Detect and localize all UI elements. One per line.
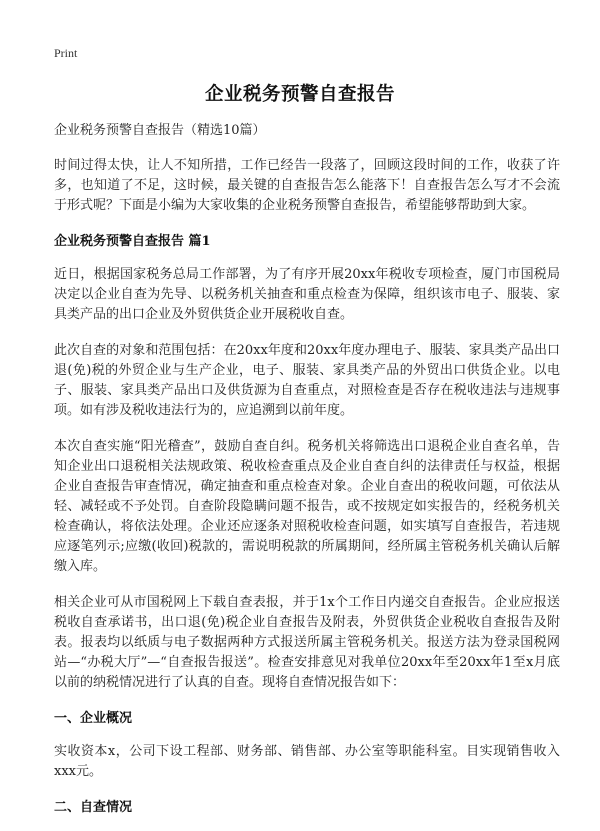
subheading-self-inspection: 二、自查情况 — [54, 800, 133, 815]
subheading-company-overview: 一、企业概况 — [54, 711, 133, 726]
article-body — [54, 121, 560, 831]
print-link[interactable]: Print — [54, 46, 78, 60]
body-paragraph: 近日，根据国家税务总局工作部署，为了有序开展20xx年税收专项检查，厦门市国税局决定以企业自查为先导、以税务机关抽查和重点检查为保障，组织该市电子、服装、家具类产品的出口企业及外贸供货企业开展税收自查。 — [54, 267, 560, 322]
body-paragraph: 相关企业可从市国税网上下载自查表报，并于1x个工作日内递交自查报告。企业应报送税收自查承诺书，出口退(免)税企业自查报告及附表，外贸供货企业税收自查报告及附表。报表均以纸质与电子数据两种方式报送所属主管税务机关。报送方法为登录国税网站—“办税大厅”—“自查报告报送”。检查安排意见对我单位20xx年至20xx年1至x月底以前的纳税情况进行了认真的自查。现将自查情况报告如下： — [54, 595, 560, 690]
body-paragraph: 实收资本x，公司下设工程部、财务部、销售部、办公室等职能科室。目实现销售收入xxx元。 — [54, 744, 560, 779]
page-title: 企业税务预警自查报告 — [204, 84, 395, 105]
intro-paragraph: 时间过得太快，让人不知所措，工作已经告一段落了，回顾这段时间的工作，收获了许多，也知道了不足，这时候，最关键的自查报告怎么能落下！自查报告怎么写才不会流于形式呢？下面是小编为大家收集的企业税务预警自查报告，希望能够帮助到大家。 — [54, 158, 560, 213]
body-paragraph: 此次自查的对象和范围包括：在20xx年度和20xx年度办理电子、服装、家具类产品出口退(免)税的外贸企业与生产企业，电子、服装、家具类产品的外贸出口供货企业。以电子、服装、家具类产品出口及供货源为自查重点，对照检查是否存在税收违法与违规事项。如有涉及税收违法行为的，应追溯到以前年度。 — [54, 343, 560, 418]
article-subtitle: 企业税务预警自查报告（精选10篇） — [54, 123, 266, 138]
body-paragraph: 本次自查实施“阳光稽查”，鼓励自查自纠。税务机关将筛选出口退税企业自查名单，告知企业出口退税相关法规政策、税收检查重点及企业自查自纠的法律责任与权益，根据企业自查报告审查情况，确定抽查和重点检查对象。企业自查出的税收问题，可依法从轻、减轻或不予处罚。自查阶段隐瞒问题不报告，或不按规定如实报告的，经税务机关检查确认，将依法处理。企业还应逐条对照税收检查问题，如实填写自查报告，若违规应逐笔列示;应缴(收回)税款的，需说明税款的所属期间，经所属主管税务机关确认后解缴入库。 — [54, 439, 560, 574]
section-heading: 企业税务预警自查报告 篇1 — [54, 234, 211, 249]
